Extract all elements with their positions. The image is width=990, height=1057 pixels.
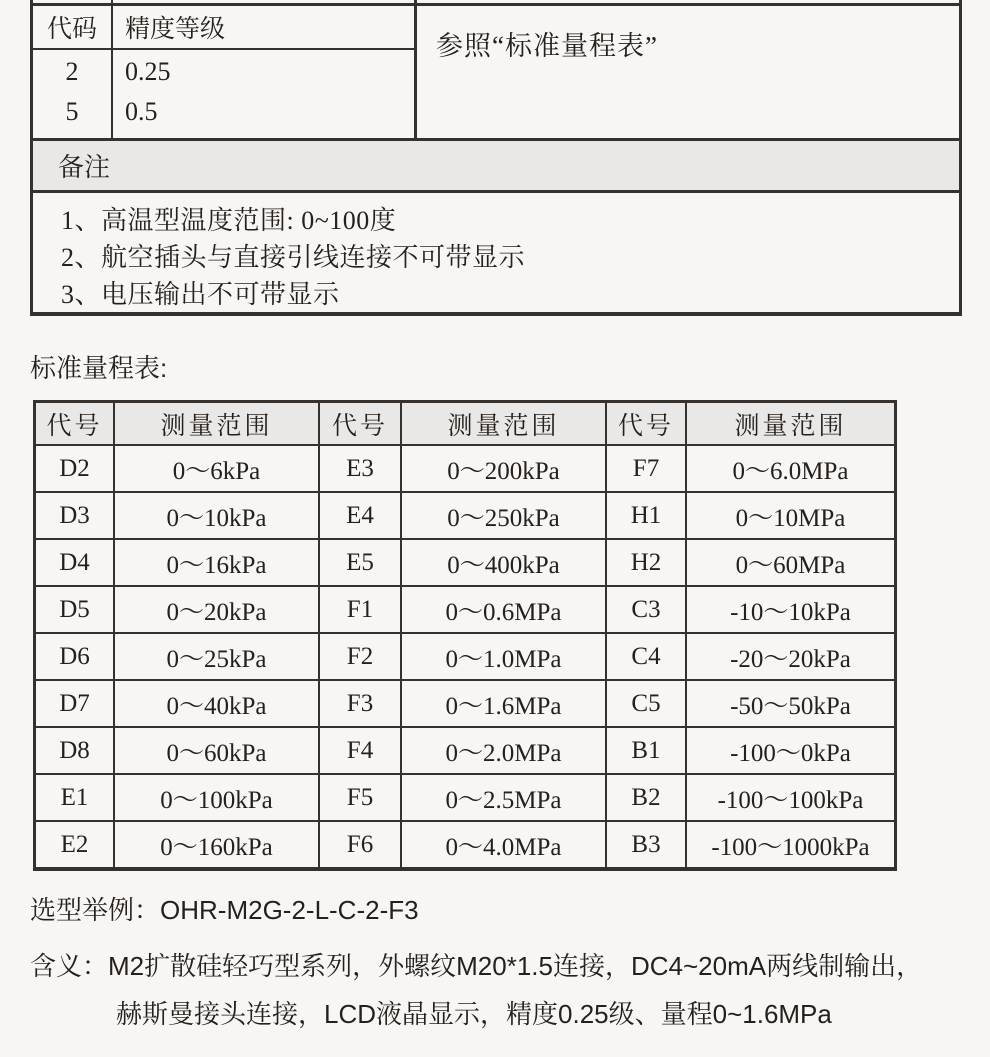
range-column-header: 测量范围 <box>686 402 896 446</box>
code-column-header: 代号 <box>319 402 401 446</box>
range-code: B1 <box>606 727 686 774</box>
range-value: -100～0kPa <box>686 727 896 774</box>
table-row <box>33 52 414 92</box>
range-value: 0～400kPa <box>401 539 606 586</box>
accuracy-code: 5 <box>65 97 79 126</box>
table-row <box>35 586 896 633</box>
range-value: 0～6.0MPa <box>686 445 896 492</box>
range-table-body <box>35 445 896 869</box>
range-column-header: 测量范围 <box>401 402 606 446</box>
selection-example-label: 选型举例： <box>30 895 161 925</box>
range-value: -10～10kPa <box>686 586 896 633</box>
range-code: E5 <box>319 539 401 586</box>
range-value: 0～60MPa <box>686 539 896 586</box>
table-row <box>35 821 896 869</box>
table-divider-line <box>33 48 416 50</box>
code-column-header: 代号 <box>35 402 115 446</box>
range-code: C5 <box>606 680 686 727</box>
range-code: F2 <box>319 633 401 680</box>
range-code: F4 <box>319 727 401 774</box>
range-value: -50～50kPa <box>686 680 896 727</box>
range-value: 0～0.6MPa <box>401 586 606 633</box>
table-row <box>33 92 414 132</box>
header-row <box>35 402 896 446</box>
range-code: C3 <box>606 586 686 633</box>
range-code: D5 <box>35 586 115 633</box>
remarks-list <box>33 196 959 313</box>
range-value: 0～100kPa <box>114 774 319 821</box>
range-code: F3 <box>319 680 401 727</box>
range-reference-note: 参照“标准量程表” <box>436 31 658 61</box>
range-code: D4 <box>35 539 115 586</box>
selection-example-line <box>30 890 419 927</box>
range-value: 0～40kPa <box>114 680 319 727</box>
range-code: D6 <box>35 633 115 680</box>
table-row <box>35 492 896 539</box>
range-value: 0～60kPa <box>114 727 319 774</box>
range-value: 0～1.6MPa <box>401 680 606 727</box>
meaning-block <box>30 942 922 1038</box>
range-value: 0～4.0MPa <box>401 821 606 869</box>
range-table-title: 标准量程表: <box>30 353 168 383</box>
selection-example-code: OHR-M2G-2-L-C-2-F3 <box>160 895 419 925</box>
table-row <box>35 445 896 492</box>
range-code: B2 <box>606 774 686 821</box>
range-value: 0～160kPa <box>114 821 319 869</box>
range-value: 0～2.5MPa <box>401 774 606 821</box>
range-code: E2 <box>35 821 115 869</box>
range-value: 0～16kPa <box>114 539 319 586</box>
table-row <box>35 539 896 586</box>
table-row <box>35 633 896 680</box>
range-code: B3 <box>606 821 686 869</box>
accuracy-grade-column-header: 精度等级 <box>125 16 226 43</box>
accuracy-grade: 0.5 <box>125 97 158 126</box>
remark-item: 1、高温型温度范围: 0~100度 <box>61 206 397 235</box>
remark-item: 3、电压输出不可带显示 <box>61 280 340 309</box>
table-row <box>35 774 896 821</box>
code-column-header: 代号 <box>606 402 686 446</box>
range-code: F7 <box>606 445 686 492</box>
range-code: F5 <box>319 774 401 821</box>
range-code: F6 <box>319 821 401 869</box>
range-code: E1 <box>35 774 115 821</box>
range-code: H2 <box>606 539 686 586</box>
meaning-label: 含义： <box>30 951 109 981</box>
range-code: E4 <box>319 492 401 539</box>
range-value: -20～20kPa <box>686 633 896 680</box>
accuracy-spec-table <box>30 0 962 316</box>
range-column-header: 测量范围 <box>114 402 319 446</box>
remark-item: 2、航空插头与直接引线连接不可带显示 <box>61 243 526 272</box>
table-divider-line <box>33 190 959 193</box>
accuracy-code: 2 <box>65 57 79 86</box>
range-value: 0～25kPa <box>114 633 319 680</box>
meaning-line-1 <box>30 942 922 990</box>
remarks-header: 备注 <box>33 141 959 190</box>
range-code: D8 <box>35 727 115 774</box>
range-value: 0～1.0MPa <box>401 633 606 680</box>
range-value: 0～10MPa <box>686 492 896 539</box>
table-row <box>35 680 896 727</box>
table-row <box>35 727 896 774</box>
meaning-text-1: M2扩散硅轻巧型系列，外螺纹M20*1.5连接，DC4~20mA两线制输出， <box>108 951 923 981</box>
range-code: F1 <box>319 586 401 633</box>
range-value: -100～100kPa <box>686 774 896 821</box>
range-code: D3 <box>35 492 115 539</box>
range-code: E3 <box>319 445 401 492</box>
range-code: D2 <box>35 445 115 492</box>
range-value: 0～200kPa <box>401 445 606 492</box>
range-value: 0～2.0MPa <box>401 727 606 774</box>
range-value: 0～6kPa <box>114 445 319 492</box>
meaning-line-2: 赫斯曼接头连接，LCD液晶显示，精度0.25级、量程0~1.6MPa <box>116 999 832 1029</box>
range-code: H1 <box>606 492 686 539</box>
range-value: 0～250kPa <box>401 492 606 539</box>
range-code: C4 <box>606 633 686 680</box>
table-divider-line <box>414 0 417 141</box>
range-value: 0～20kPa <box>114 586 319 633</box>
standard-range-table <box>33 400 897 871</box>
code-column-header: 代码 <box>46 16 97 43</box>
accuracy-grade: 0.25 <box>125 57 171 86</box>
range-value: 0～10kPa <box>114 492 319 539</box>
range-value: -100～1000kPa <box>686 821 896 869</box>
range-code: D7 <box>35 680 115 727</box>
